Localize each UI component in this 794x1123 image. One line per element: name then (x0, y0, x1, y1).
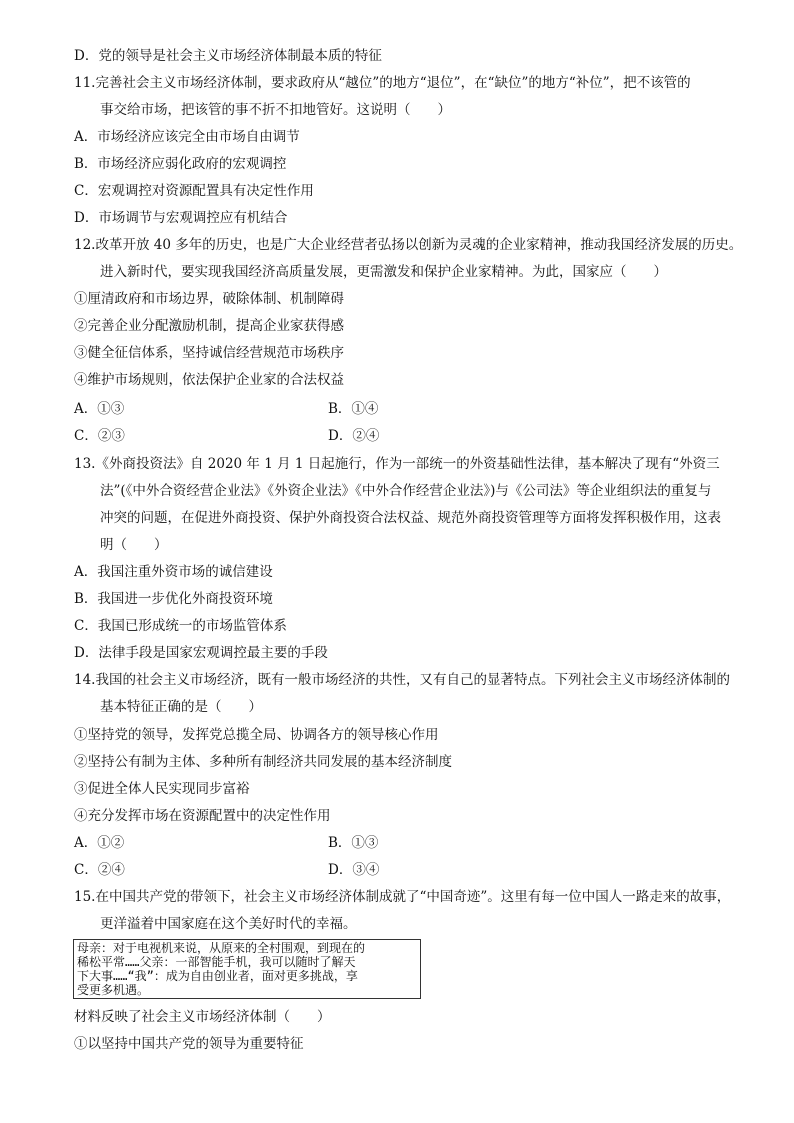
q12-item-1: ①厘清政府和市场边界，破除体制、机制障碍 (74, 291, 344, 307)
q12-item-4: ④维护市场规则，依法保护企业家的合法权益 (74, 372, 344, 388)
q11-option-c: C．宏观调控对资源配置具有决定性作用 (74, 183, 314, 199)
q12-option-b: B．①④ (328, 401, 379, 417)
q14-option-b: B．①③ (328, 835, 379, 851)
q14-option-c: C．②④ (74, 862, 125, 878)
q13-stem-line-3: 冲突的问题，在促进外商投资、保护外商投资合法权益、规范外商投资管理等方面将发挥积极作用，这表 (100, 510, 721, 526)
q14-item-4: ④充分发挥市场在资源配置中的决定性作用 (74, 808, 331, 824)
q12-stem-line-2: 进入新时代，要实现我国经济高质量发展，更需激发和保护企业家精神。为此，国家应（ ） (100, 264, 667, 280)
q15-item-1: ①以坚持中国共产党的领导为重要特征 (74, 1036, 304, 1052)
q14-stem-line-1: 14.我国的社会主义市场经济，既有一般市场经济的共性，又有自己的显著特点。下列社会主义市场经济体制的 (74, 672, 730, 688)
q15-material-line-1: 母亲：对于电视机来说，从原来的全村围观，到现在的 (77, 941, 366, 955)
q13-option-d: D．法律手段是国家宏观调控最主要的手段 (74, 645, 328, 661)
q12-option-a: A．①③ (74, 401, 125, 417)
q15-after-text: 材料反映了社会主义市场经济体制（ ） (74, 1009, 331, 1025)
q11-option-b: B．市场经济应弱化政府的宏观调控 (74, 156, 287, 172)
q11-stem-line-2: 事交给市场，把该管的事不折不扣地管好。这说明（ ） (100, 102, 451, 118)
q14-item-1: ①坚持党的领导，发挥党总揽全局、协调各方的领导核心作用 (74, 727, 439, 743)
q13-stem-line-4: 明（ ） (100, 537, 168, 553)
q13-stem-line-1: 13.《外商投资法》自 2020 年 1 月 1 日起施行，作为一部统一的外资基础性法律，基本解决了现有“外资三 (74, 456, 720, 472)
q11-stem-line-1: 11.完善社会主义市场经济体制，要求政府从“越位”的地方“退位”，在“缺位”的地方“补位”，把不该管的 (74, 75, 691, 91)
q12-item-2: ②完善企业分配激励机制，提高企业家获得感 (74, 318, 344, 334)
q12-option-d: D．②④ (328, 428, 380, 444)
q14-option-d: D．③④ (328, 862, 380, 878)
q15-material-line-4: 受更多机遇。 (77, 983, 150, 997)
q14-item-3: ③促进全体人民实现同步富裕 (74, 781, 250, 797)
q13-option-b: B．我国进一步优化外商投资环境 (74, 591, 273, 607)
q10-option-d: D．党的领导是社会主义市场经济体制最本质的特征 (74, 48, 382, 64)
q14-option-a: A．①② (74, 835, 125, 851)
q12-option-c: C．②③ (74, 428, 125, 444)
q11-option-d: D．市场调节与宏观调控应有机结合 (74, 210, 288, 226)
q12-stem-line-1: 12.改革开放 40 多年的历史，也是广大企业经营者弘扬以创新为灵魂的企业家精神，推动我国经济发展的历史。 (74, 237, 743, 253)
q13-stem-line-2: 法”(《中外合资经营企业法》《外资企业法》《中外合作经营企业法》)与《公司法》等企业组织法的重复与 (100, 483, 712, 499)
q15-stem-line-1: 15.在中国共产党的带领下，社会主义市场经济体制成就了“中国奇迹”。这里有每一位中国人一路走来的故事， (74, 889, 731, 905)
q14-stem-line-2: 基本特征正确的是（ ） (100, 699, 262, 715)
q13-option-c: C．我国已形成统一的市场监管体系 (74, 618, 287, 634)
q13-option-a: A．我国注重外资市场的诚信建设 (74, 564, 273, 580)
q15-material-line-2: 稀松平常……父亲：一部智能手机，我可以随时了解天 (77, 955, 356, 969)
q12-item-3: ③健全征信体系，坚持诚信经营规范市场秩序 (74, 345, 344, 361)
q15-stem-line-2: 更洋溢着中国家庭在这个美好时代的幸福。 (100, 916, 357, 932)
q14-item-2: ②坚持公有制为主体、多种所有制经济共同发展的基本经济制度 (74, 754, 452, 770)
q15-material-box (73, 939, 421, 999)
q11-option-a: A．市场经济应该完全由市场自由调节 (74, 129, 300, 145)
q15-material-line-3: 下大事……“我”：成为自由创业者，面对更多挑战，享 (77, 969, 358, 983)
